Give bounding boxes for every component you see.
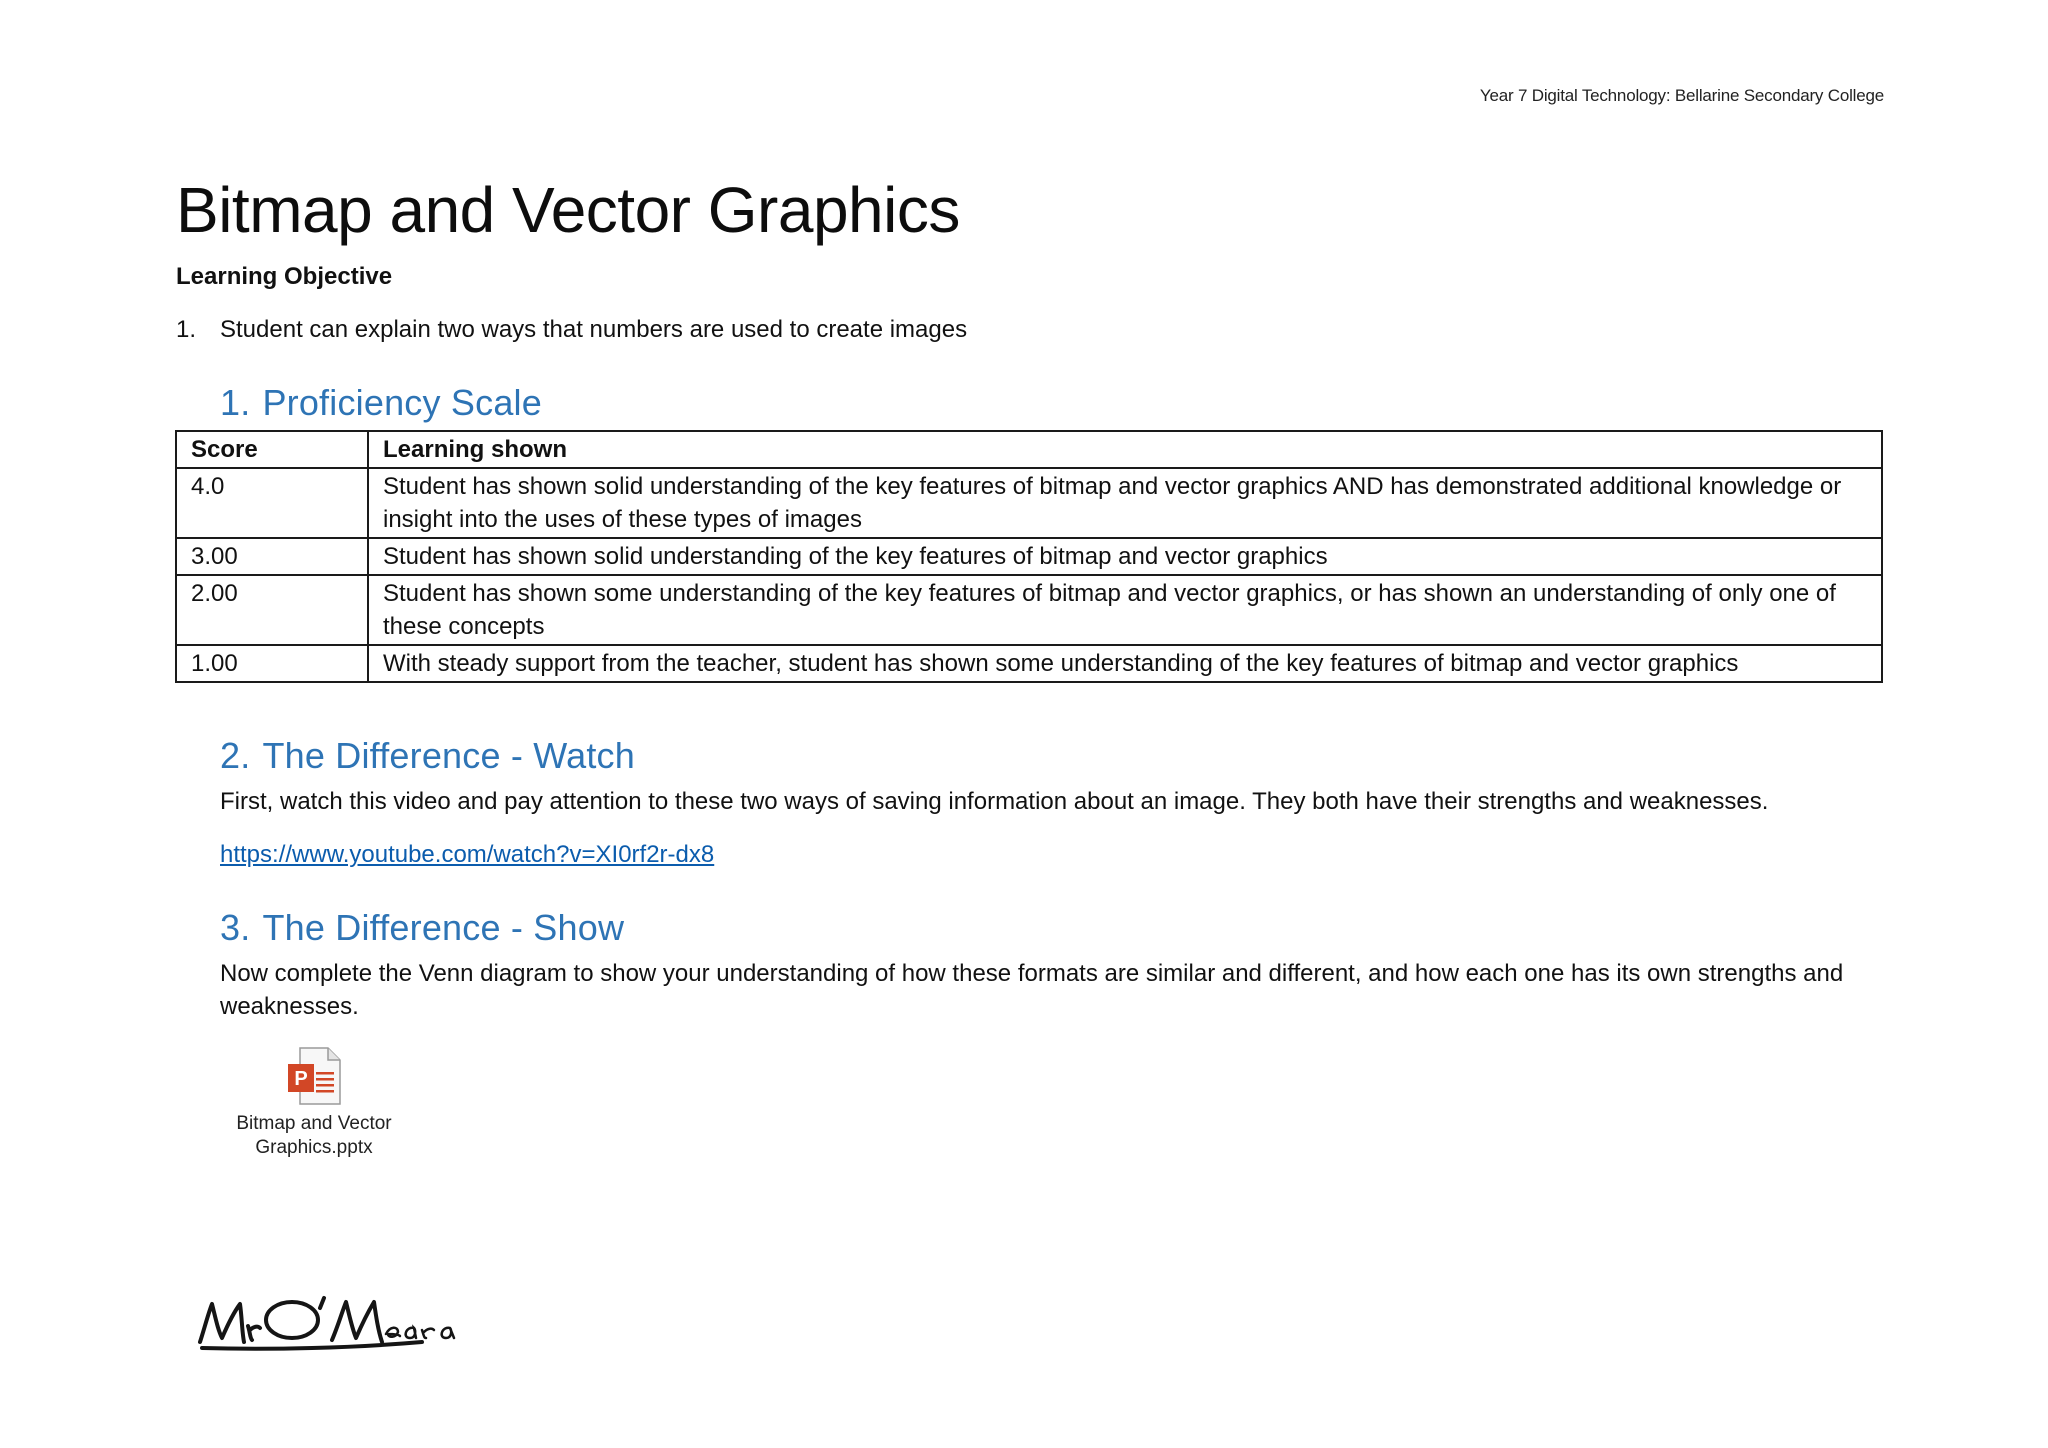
powerpoint-file-icon [286, 1046, 342, 1106]
signature [192, 1290, 492, 1360]
watch-instructions: First, watch this video and pay attention to these two ways of saving information about an image. They both have their strengths and weaknesses. [220, 788, 1769, 815]
learning-cell: Student has shown some understanding of the key features of bitmap and vector graphics, or has shown an understanding of only one of these concepts [368, 575, 1882, 645]
learning-objective-item [176, 316, 967, 344]
score-cell: 2.00 [176, 575, 368, 645]
table-row [176, 538, 1882, 575]
section-heading-proficiency-scale [220, 382, 542, 424]
section-title: The Difference - Show [262, 907, 625, 948]
learning-cell: Student has shown solid understanding of the key features of bitmap and vector graphics AND has demonstrated additional knowledge or insight into the uses of these types of images [368, 468, 1882, 538]
svg-text:P: P [294, 1068, 308, 1090]
section-heading-watch [220, 735, 635, 777]
table-row [176, 645, 1882, 682]
learning-cell: Student has shown solid understanding of the key features of bitmap and vector graphics [368, 538, 1882, 575]
show-instructions: Now complete the Venn diagram to show your understanding of how these formats are similar and different, and how each one has its own strengths and weaknesses. [220, 960, 1844, 1020]
pptx-attachment[interactable] [216, 1046, 412, 1160]
video-link[interactable]: https://www.youtube.com/watch?v=XI0rf2r-dx8 [220, 841, 715, 868]
table-header-row [176, 431, 1882, 468]
learning-objective-heading: Learning Objective [176, 263, 393, 290]
section-number: 3. [220, 907, 251, 948]
table-row [176, 468, 1882, 538]
score-cell: 4.0 [176, 468, 368, 538]
objective-text: Student can explain two ways that numbers are used to create images [220, 316, 968, 343]
learning-cell: With steady support from the teacher, student has shown some understanding of the key features of bitmap and vector graphics [368, 645, 1882, 682]
table-row [176, 575, 1882, 645]
list-number: 1. [176, 316, 197, 343]
column-header-score: Score [176, 431, 368, 468]
section-title: Proficiency Scale [262, 382, 542, 423]
section-number: 2. [220, 735, 251, 776]
section-title: The Difference - Watch [262, 735, 635, 776]
score-cell: 3.00 [176, 538, 368, 575]
section-heading-show [220, 907, 624, 949]
page-header: Year 7 Digital Technology: Bellarine Secondary College [1479, 86, 1884, 105]
column-header-learning: Learning shown [368, 431, 1882, 468]
section-number: 1. [220, 382, 251, 423]
attachment-label-line1: Bitmap and Vector [236, 1113, 392, 1134]
attachment-label-line2: Graphics.pptx [255, 1137, 373, 1158]
score-cell: 1.00 [176, 645, 368, 682]
proficiency-scale-table [175, 430, 1883, 683]
document-title: Bitmap and Vector Graphics [176, 174, 960, 246]
